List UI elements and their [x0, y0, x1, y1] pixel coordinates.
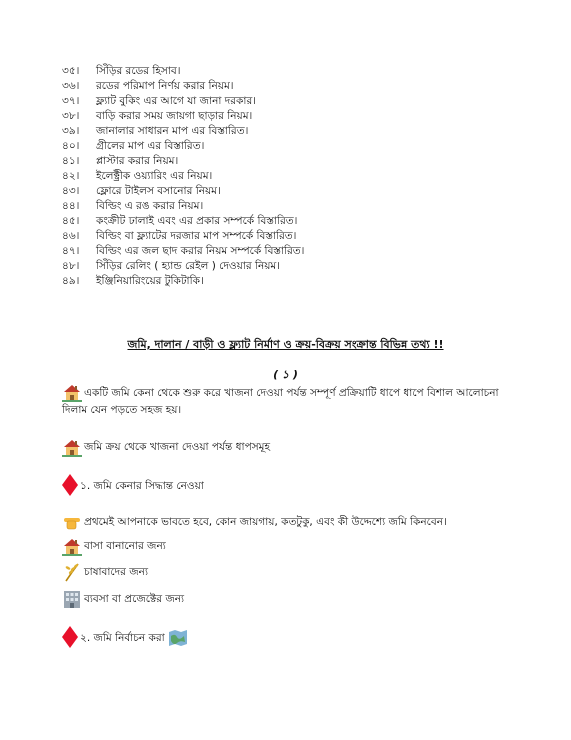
numbered-list	[62, 64, 522, 289]
steps-heading-text: জমি ক্রয় থেকে খাজনা দেওয়া পর্যন্ত ধাপসমূহ	[84, 441, 270, 453]
office-building-icon	[62, 589, 82, 609]
purpose-item	[62, 536, 166, 556]
step-2-heading	[62, 626, 190, 648]
list-item: ৪৯। ইঞ্জিনিয়ারিংয়ের টুকিটাকি।	[62, 275, 204, 287]
section-title: জমি, দালান / বাড়ী ও ফ্ল্যাট নির্মাণ ও ক্রয়-বিক্রয় সংক্রান্ত বিভিন্ন তথ্য !!	[127, 338, 444, 351]
purpose-item	[62, 589, 184, 609]
list-item: ৪৬। বিল্ডিং বা ফ্ল্যাটের দরজার মাপ সম্পর্কে বিস্তারিত।	[62, 230, 297, 242]
purpose-label: চাষাবাদের জন্য	[84, 566, 148, 578]
step-1-note	[62, 512, 447, 532]
part-number: ( ১ )	[273, 368, 298, 381]
map-icon	[168, 628, 188, 648]
list-item: ৪৪। বিল্ডিং এ রঙ করার নিয়ম।	[62, 200, 204, 212]
list-item: ৪৩। ফ্লোরে টাইলস বসানোর নিয়ম।	[62, 185, 221, 197]
red-diamond-icon	[62, 474, 78, 496]
wheat-icon	[62, 562, 82, 582]
house-icon	[62, 382, 82, 402]
list-item: ৪৭। বিল্ডিং এর জল ছাদ করার নিয়ম সম্পর্কে বিস্তারিত।	[62, 245, 305, 257]
list-item: ৪২। ইলেক্ট্রীক ওয়্যারিং এর নিয়ম।	[62, 170, 213, 182]
house-icon	[62, 437, 82, 457]
purpose-label: বাসা বানানোর জন্য	[84, 540, 166, 552]
list-item: ৪১। প্লাস্টার করার নিয়ম।	[62, 155, 179, 167]
list-item: ৩৯। জানালার সাধারন মাপ এর বিস্তারিত।	[62, 125, 249, 137]
list-item: ৩৮। বাড়ি করার সময় জায়গা ছাড়ার নিয়ম।	[62, 110, 253, 122]
step-1-note-text: প্রথমেই আপনাকে ভাবতে হবে, কোন জায়গায়, কতটুকু, এবং কী উদ্দেশ্যে জমি কিনবেন।	[84, 516, 447, 528]
red-diamond-icon	[62, 626, 78, 648]
list-item: ৩৬। রডের পরিমাপ নির্ণয় করার নিয়ম।	[62, 80, 234, 92]
step-1-text: ১. জমি কেনার সিদ্ধান্ত নেওয়া	[80, 480, 204, 492]
list-item: ৪৫। কংক্রীট ঢালাই এবং এর প্রকার সম্পর্কে বিস্তারিত।	[62, 215, 298, 227]
list-item: ৩৭। ফ্ল্যাট বুকিং এর আগে যা জানা দরকার।	[62, 95, 256, 107]
step-1-heading	[62, 474, 204, 496]
pointing-hand-icon	[62, 512, 82, 532]
purpose-label: ব্যবসা বা প্রজেক্টের জন্য	[84, 593, 185, 605]
intro-text: একটি জমি কেনা থেকে শুরু করে খাজনা দেওয়া পর্যন্ত সম্পূর্ণ প্রক্রিয়াটি ধাপে ধাপে বিশাল আলোচনা দিলাম যেন পড়তে সহজ হয়।	[62, 387, 499, 416]
intro-paragraph	[62, 382, 512, 419]
list-item: ৩৫। সিঁড়ির রডের হিসাব।	[62, 65, 181, 77]
steps-heading	[62, 437, 270, 457]
list-item: ৪৮। সিঁড়ির রেলিং ( হ্যান্ড রেইল ) দেওয়ার নিয়ম।	[62, 260, 281, 272]
purpose-item	[62, 562, 148, 582]
list-item: ৪০। গ্রীলের মাপ এর বিস্তারিত।	[62, 140, 205, 152]
step-2-text: ২. জমি নির্বাচন করা	[80, 632, 165, 644]
house-icon	[62, 536, 82, 556]
